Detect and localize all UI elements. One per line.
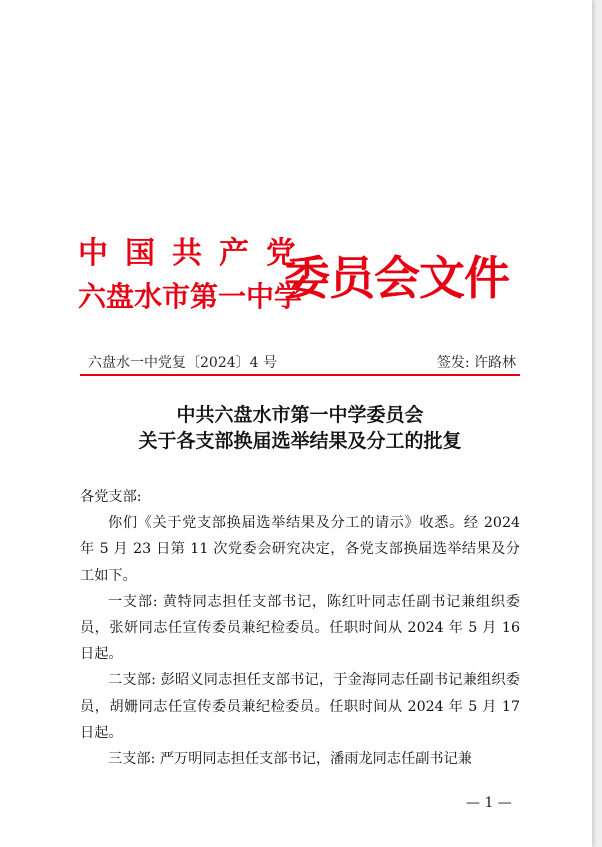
header-document-type: 委员会文件 <box>284 251 509 305</box>
document-number-row <box>80 350 520 374</box>
paragraph-2: 一支部: 黄特同志担任支部书记，陈红叶同志任副书记兼组织委员，张妍同志任宣传委员兼纪检委员。任职时间从 2024 年 5 月 16 日起。 <box>80 593 520 663</box>
header-school-name: 六盘水市第一中学 <box>78 280 303 313</box>
paragraph-1: 你们《关于党支部换届选举结果及分工的请示》收悉。经 2024 年 5 月 23 日第 11 次党委会研究决定，各党支部换届选举结果及分工如下。 <box>80 515 520 584</box>
header-party-name: 中国共产党 <box>78 236 313 271</box>
salutation: 各党支部: <box>80 489 142 505</box>
title-line-2: 关于各支部换届选举结果及分工的批复 <box>138 430 462 452</box>
page-number: — 1 — <box>466 795 512 811</box>
signer: 签发: 许路林 <box>436 355 516 371</box>
paragraph-3: 二支部: 彭昭义同志担任支部书记，于金海同志任副书记兼组织委员，胡姗同志任宣传委员兼纪检委员。任职时间从 2024 年 5 月 17 日起。 <box>80 672 520 741</box>
document-body <box>80 484 520 772</box>
title-line-1: 中共六盘水市第一中学委员会 <box>176 404 424 426</box>
paragraph-4: 三支部: 严万明同志担任支部书记，潘雨龙同志任副书记兼 <box>108 751 472 768</box>
red-separator-line <box>80 374 520 376</box>
header-issuer <box>78 236 313 314</box>
document-title <box>80 402 520 454</box>
document-number: 六盘水一中党复〔2024〕4 号 <box>88 355 277 371</box>
